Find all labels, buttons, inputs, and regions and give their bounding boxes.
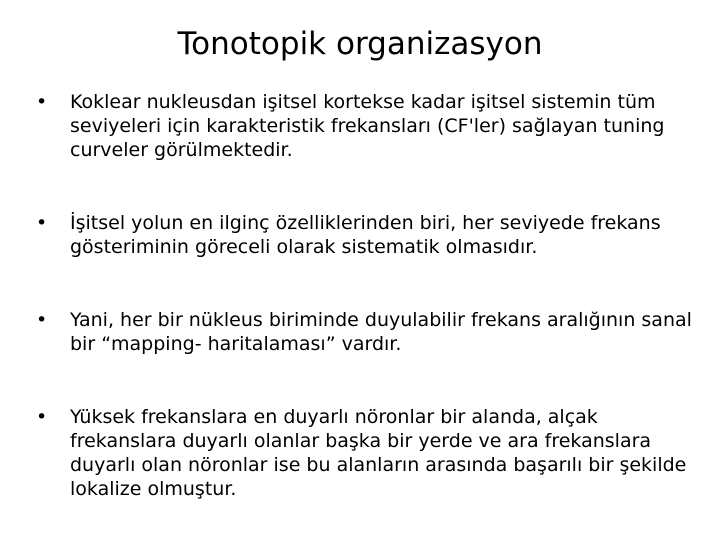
bullet-dot-icon: • [36,212,48,234]
bullet-item [36,405,696,501]
bullet-dot-icon: • [36,406,48,428]
bullet-text: İşitsel yolun en ilginç özelliklerinden biri, her seviyede frekans gösteriminin göreceli olarak sistematik olmasıdır. [70,212,661,258]
bullet-item [36,308,696,356]
bullet-text: Yani, her bir nükleus biriminde duyulabilir frekans aralığının sanal bir “mapping- haritalaması” vardır. [70,309,692,355]
bullet-dot-icon: • [36,309,48,331]
bullet-item [36,90,696,162]
bullet-item [36,211,696,259]
bullet-list [36,90,696,501]
bullet-text: Yüksek frekanslara en duyarlı nöronlar bir alanda, alçak frekanslara duyarlı olanlar başka bir yerde ve ara frekanslara duyarlı olan nöronlar ise bu alanların arasında başarılı bir şekilde lokalize olmuştur. [70,406,687,500]
slide-title: Tonotopik organizasyon [177,26,543,62]
bullet-dot-icon: • [36,91,48,113]
bullet-text: Koklear nukleusdan işitsel kortekse kadar işitsel sistemin tüm seviyeleri için karakteristik frekansları (CF'ler) sağlayan tuning curveler görülmektedir. [70,91,665,161]
